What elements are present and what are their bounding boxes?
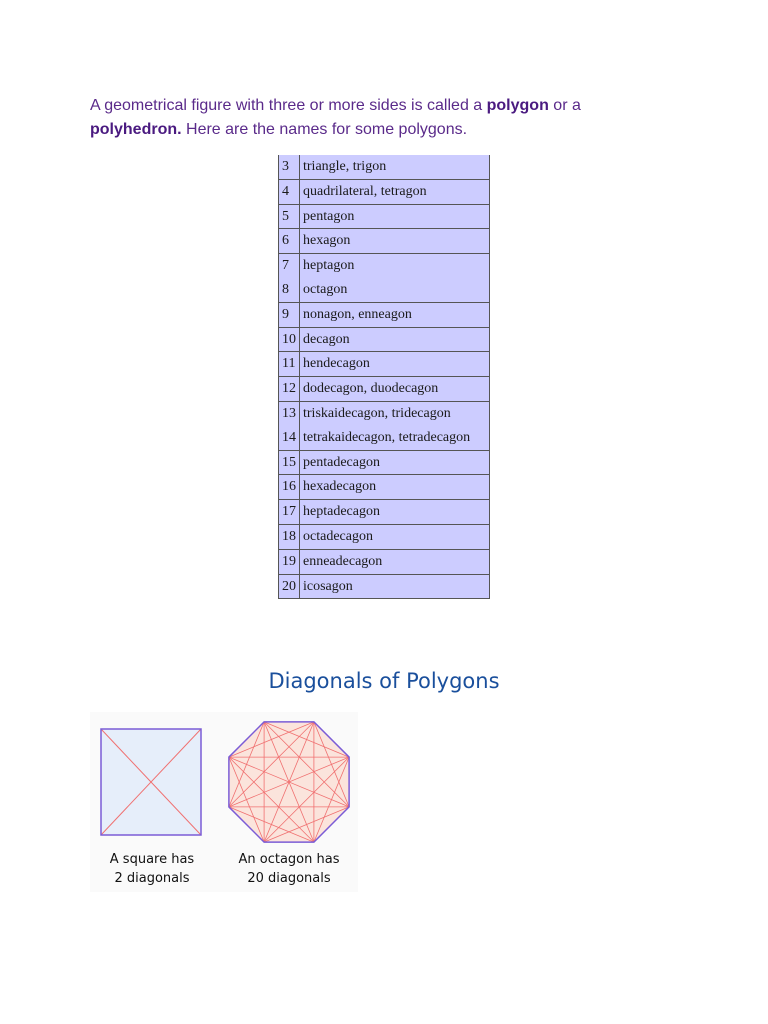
name-cell: nonagon, enneagon [300,302,490,327]
sides-cell: 14 [279,426,300,450]
name-cell: octagon [300,278,490,302]
name-cell: decagon [300,327,490,352]
table-row [279,327,490,352]
sides-cell: 8 [279,278,300,302]
sides-cell: 18 [279,524,300,549]
name-cell: triangle, trigon [300,155,490,179]
name-cell: pentadecagon [300,450,490,475]
polygon-names-table [278,155,490,599]
octagon-caption-line-2: 20 diagonals [247,871,331,886]
table-row [279,229,490,254]
name-cell: triskaidecagon, tridecagon [300,401,490,425]
sides-cell: 9 [279,302,300,327]
table-row [279,401,490,425]
square-diagram [101,729,201,835]
octagon-diagram [229,722,349,842]
name-cell: hexagon [300,229,490,254]
name-cell: hexadecagon [300,475,490,500]
octagon-caption [229,850,349,888]
table-row [279,179,490,204]
name-cell: pentagon [300,204,490,229]
section-heading: Diagonals of Polygons [268,669,500,693]
sides-cell: 4 [279,179,300,204]
table-row [279,254,490,278]
table-row [279,204,490,229]
square-caption-line-2: 2 diagonals [114,871,190,886]
table-row [279,450,490,475]
name-cell: hendecagon [300,352,490,377]
diagonals-figure [90,712,358,892]
sides-cell: 5 [279,204,300,229]
sides-cell: 19 [279,549,300,574]
name-cell: tetrakaidecagon, tetradecagon [300,426,490,450]
diagonals-illustration [90,712,358,852]
square-caption-line-1: A square has [109,852,195,867]
name-cell: enneadecagon [300,549,490,574]
sides-cell: 15 [279,450,300,475]
square-caption [92,850,212,888]
sides-cell: 17 [279,500,300,525]
sides-cell: 20 [279,574,300,599]
polygon-term: polygon [486,97,549,114]
name-cell: heptagon [300,254,490,278]
sides-cell: 7 [279,254,300,278]
name-cell: dodecagon, duodecagon [300,377,490,402]
name-cell: heptadecagon [300,500,490,525]
sides-cell: 13 [279,401,300,425]
sides-cell: 11 [279,352,300,377]
table-row [279,500,490,525]
intro-text-1: A geometrical figure with three or more sides is called a [90,97,487,114]
sides-cell: 10 [279,327,300,352]
intro-text-3: Here are the names for some polygons. [181,121,468,138]
table-row [279,352,490,377]
name-cell: octadecagon [300,524,490,549]
table-row [279,155,490,179]
polyhedron-term: polyhedron. [90,121,182,138]
name-cell: icosagon [300,574,490,599]
table-row [279,426,490,450]
table-row [279,475,490,500]
octagon-caption-line-1: An octagon has [238,852,340,867]
sides-cell: 16 [279,475,300,500]
table-row [279,377,490,402]
table-row [279,549,490,574]
table-row [279,302,490,327]
sides-cell: 6 [279,229,300,254]
table-row [279,278,490,302]
table-row [279,574,490,599]
sides-cell: 12 [279,377,300,402]
intro-text-2: or a [548,97,581,114]
name-cell: quadrilateral, tetragon [300,179,490,204]
sides-cell: 3 [279,155,300,179]
intro-paragraph [90,94,650,142]
table-row [279,524,490,549]
